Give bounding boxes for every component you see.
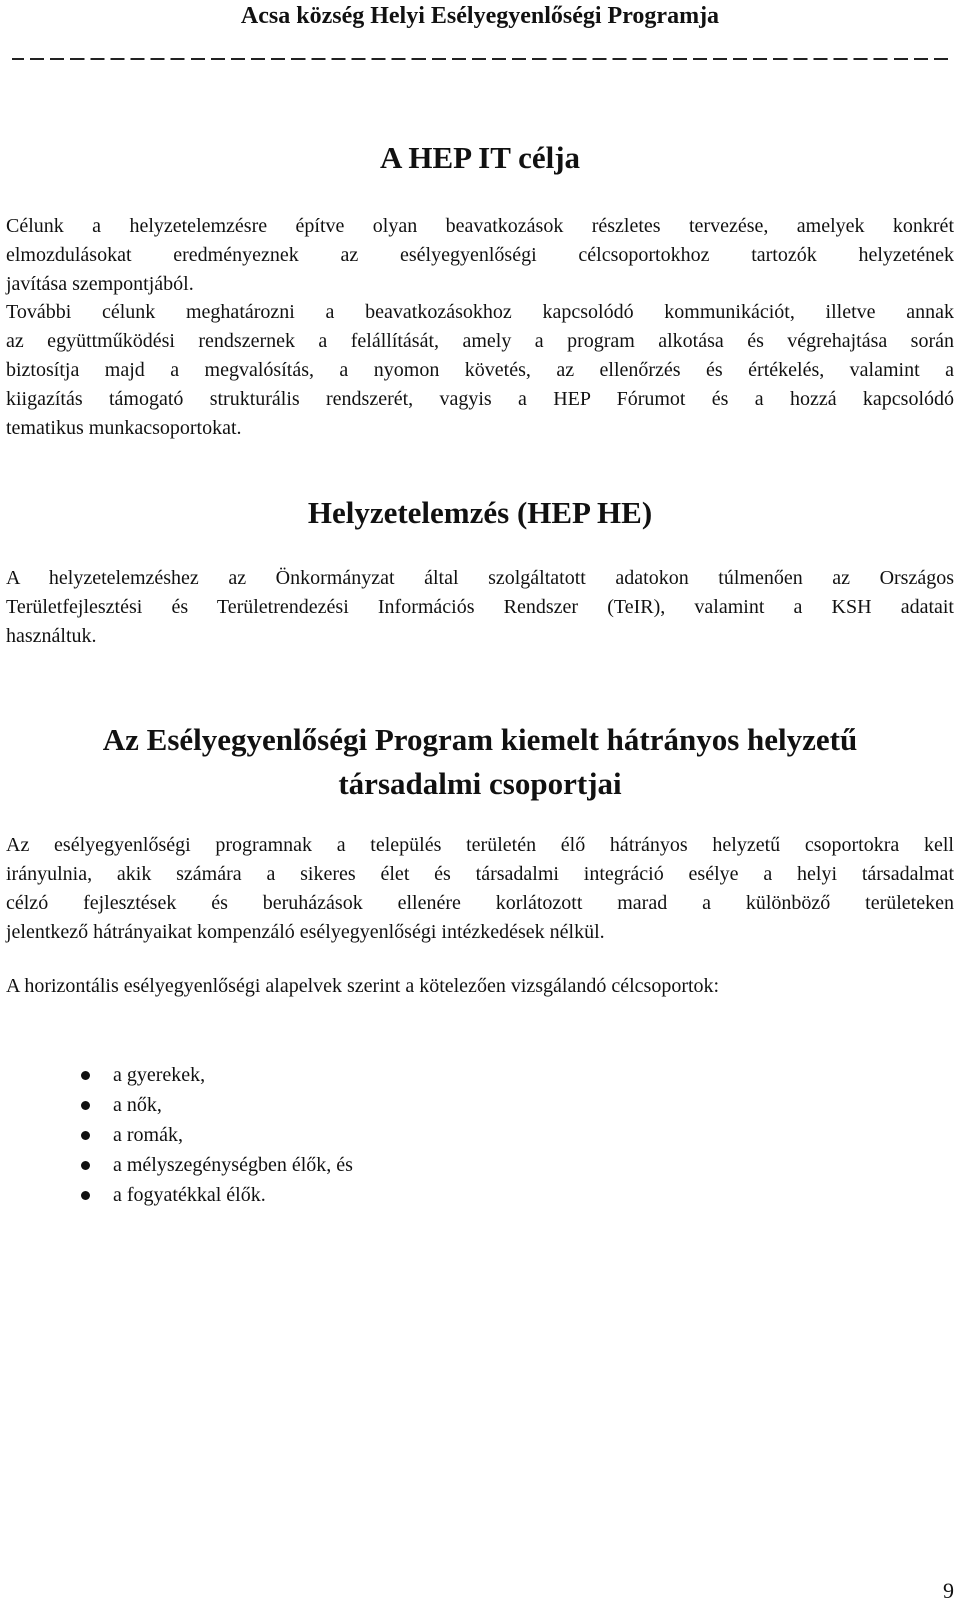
- bullet-icon: [81, 1191, 90, 1200]
- paragraph-line: kiigazítás támogató strukturális rendszerét, vagyis a HEP Fórumot és a hozzá kapcsolódó: [6, 388, 954, 410]
- paragraph-line: elmozdulásokat eredményeznek az esélyegyenlőségi célcsoportokhoz tartozók helyzetének: [6, 244, 954, 266]
- paragraph-line: tematikus munkacsoportokat.: [6, 417, 242, 439]
- paragraph-line: A horizontális esélyegyenlőségi alapelvek szerint a kötelezően vizsgálandó célcsoportok:: [6, 975, 720, 997]
- paragraph-line: Az esélyegyenlőségi programnak a település területén élő hátrányos helyzetű csoportokra kell: [6, 834, 954, 856]
- bullet-icon: [81, 1131, 90, 1140]
- list-item: [6, 1180, 954, 1210]
- paragraph-mandatory-groups: [6, 972, 954, 1001]
- paragraph-line: biztosítja majd a megvalósítás, a nyomon követés, az ellenőrzés és értékelés, valamint a: [6, 359, 954, 381]
- section-heading-target-groups: [6, 718, 954, 806]
- paragraph-line: használtuk.: [6, 625, 97, 647]
- paragraph-goal-2: [6, 298, 954, 443]
- paragraph-line: jelentkező hátrányaikat kompenzáló esélyegyenlőségi intézkedések nélkül.: [6, 921, 605, 943]
- heading-line: Az Esélyegyenlőségi Program kiemelt hátrányos helyzetű: [102, 722, 858, 757]
- paragraph-situation-analysis: [6, 564, 954, 651]
- paragraph-target-groups-intro: [6, 831, 954, 947]
- paragraph-line: Célunk a helyzetelemzésre építve olyan beavatkozások részletes tervezése, amelyek konkrét: [6, 215, 954, 237]
- running-header-title: Acsa község Helyi Esélyegyenlőségi Programja: [240, 3, 720, 29]
- section-heading-situation-analysis: Helyzetelemzés (HEP HE): [307, 495, 653, 530]
- paragraph-line: A helyzetelemzéshez az Önkormányzat által szolgáltatott adatokon túlmenően az Országos: [6, 567, 954, 589]
- list-item: [6, 1090, 954, 1120]
- paragraph-line: További célunk meghatározni a beavatkozásokhoz kapcsolódó kommunikációt, illetve annak: [6, 301, 954, 323]
- heading-line: társadalmi csoportjai: [338, 766, 622, 801]
- list-item-text: a gyerekek,: [113, 1064, 206, 1086]
- paragraph-line: javítása szempontjából.: [6, 273, 194, 295]
- page-number: 9: [943, 1578, 954, 1603]
- list-item: [6, 1060, 954, 1090]
- paragraph-line: Területfejlesztési és Területrendezési Információs Rendszer (TeIR), valamint a KSH adatait: [6, 596, 954, 618]
- target-group-list: [6, 1060, 954, 1210]
- bullet-icon: [81, 1071, 90, 1080]
- list-item-text: a romák,: [113, 1124, 183, 1146]
- list-item: [6, 1150, 954, 1180]
- header-divider: [12, 58, 950, 60]
- paragraph-line: az együttműködési rendszernek a felállítását, amely a program alkotása és végrehajtása során: [6, 330, 954, 352]
- list-item-text: a mélyszegénységben élők, és: [113, 1154, 353, 1176]
- bullet-icon: [81, 1161, 90, 1170]
- paragraph-goal-1: [6, 212, 954, 299]
- list-item-text: a nők,: [113, 1094, 162, 1116]
- paragraph-line: célzó fejlesztések és beruházások ellenére korlátozott marad a különböző területeken: [6, 892, 954, 914]
- bullet-icon: [81, 1101, 90, 1110]
- section-heading-hep-it-goal: A HEP IT célja: [379, 140, 581, 175]
- paragraph-line: irányulnia, akik számára a sikeres élet és társadalmi integráció esélye a helyi társadalmat: [6, 863, 954, 885]
- list-item-text: a fogyatékkal élők.: [113, 1184, 266, 1206]
- list-item: [6, 1120, 954, 1150]
